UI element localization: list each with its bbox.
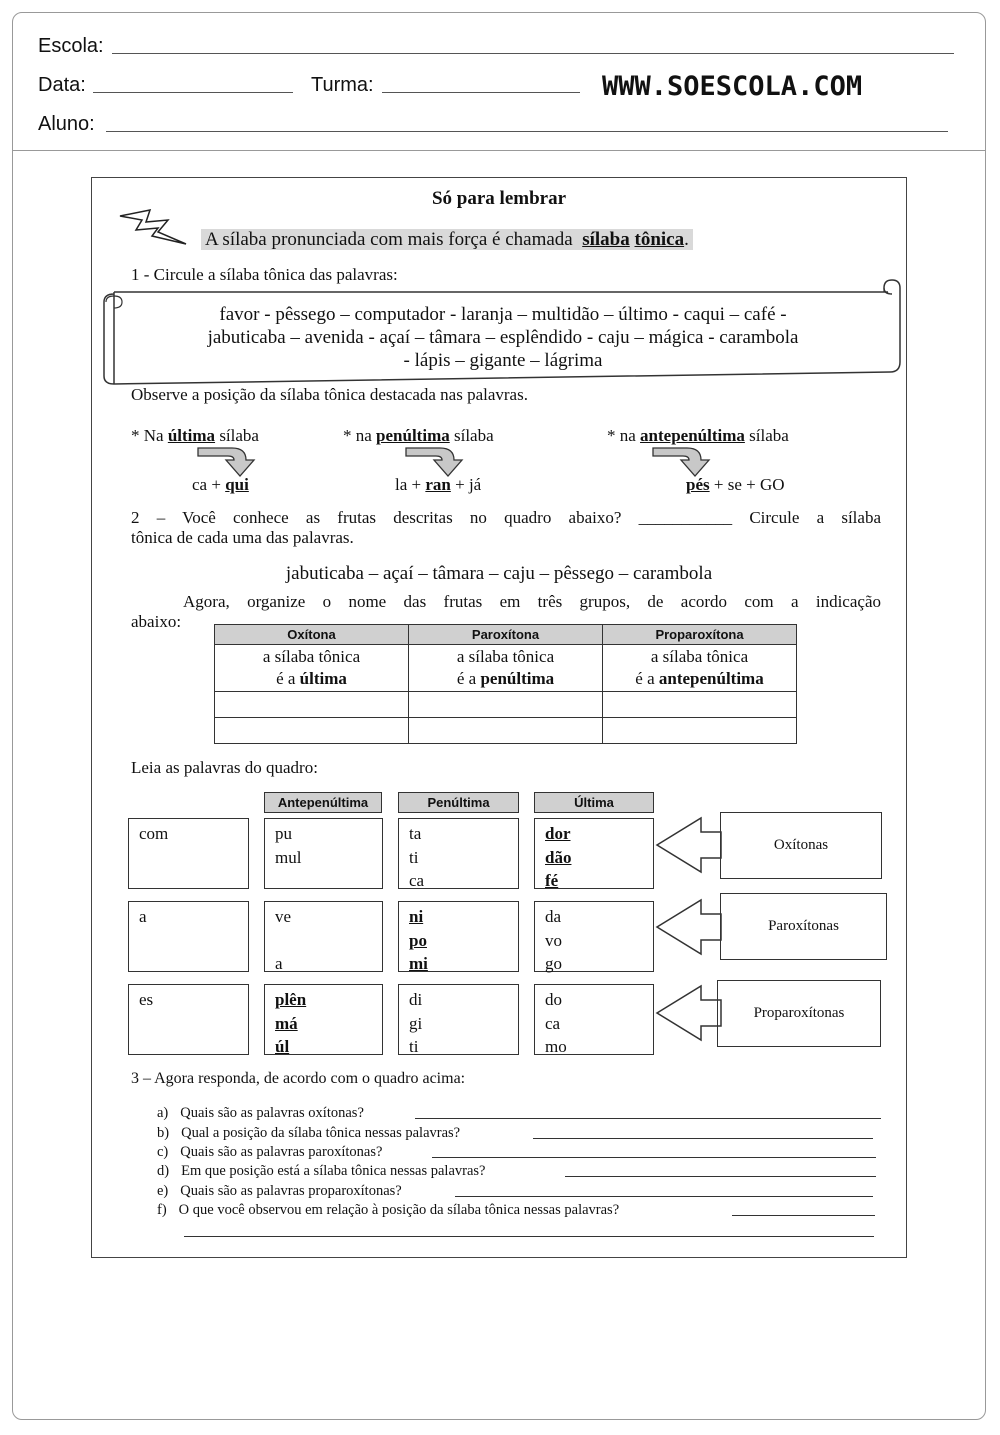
desc-line: a sílaba tônica [456, 647, 555, 666]
answer-line-f-2[interactable] [184, 1236, 874, 1237]
escola-label: Escola: [38, 35, 104, 57]
word-list-line-2: jabuticaba – avenida - açaí – tâmara – esplêndido - caju – mágica - carambola [207, 327, 799, 348]
question-letter: c) [157, 1144, 169, 1160]
organize-line-1: Agora, organize o nome das frutas em três grupos, de acordo com a indicação [183, 592, 881, 611]
desc-line [409, 668, 602, 690]
desc-bold: penúltima [480, 669, 555, 688]
syllable: mo [545, 1037, 567, 1056]
syllable-box [264, 984, 383, 1055]
position-prefix: * na [607, 426, 636, 445]
position-suffix: sílaba [453, 426, 494, 445]
question-2-line-2: tônica de cada uma das palavras. [131, 528, 354, 547]
reminder-highlight [201, 229, 693, 250]
syllable: es [139, 990, 154, 1009]
header-antepenultima: Antepenúltima [264, 792, 382, 813]
tonic-syllable: dão [545, 847, 572, 867]
answer-line-f[interactable] [732, 1215, 875, 1216]
question-text: Qual a posição da sílaba tônica nessas palavras? [181, 1125, 461, 1141]
example-pre: la + [395, 475, 422, 494]
aluno-field[interactable] [106, 131, 948, 132]
read-text: Leia as palavras do quadro: [131, 758, 318, 777]
answer-line-e[interactable] [455, 1196, 873, 1197]
reminder-term-silaba: sílaba [582, 229, 630, 250]
desc-prefix: é a [635, 669, 655, 688]
example-tonic: qui [225, 475, 249, 494]
syllable-box [534, 901, 654, 972]
answer-line-a[interactable] [415, 1118, 881, 1119]
question-letter: d) [157, 1163, 170, 1179]
syllable-box [398, 818, 519, 889]
curved-arrow-icon [404, 444, 468, 478]
header-penultima: Penúltima [398, 792, 519, 813]
question-letter: a) [157, 1105, 169, 1121]
question-text: Em que posição está a sílaba tônica nessas palavras? [181, 1163, 486, 1179]
syllable-box [128, 901, 249, 972]
position-prefix: * na [343, 426, 372, 445]
answer-cell[interactable] [409, 718, 603, 744]
example-laranja [395, 475, 481, 495]
syllable-box [264, 901, 383, 972]
desc-line: a sílaba tônica [262, 647, 361, 666]
curved-arrow-icon [196, 444, 260, 478]
desc-paroxitona [409, 645, 603, 692]
question-b [157, 1125, 460, 1142]
syllable: ca [409, 871, 425, 890]
question-text: Quais são as palavras paroxítonas? [180, 1144, 383, 1160]
question-2 [131, 508, 881, 548]
answer-cell[interactable] [603, 718, 797, 744]
observe-text: Observe a posição da sílaba tônica destacada nas palavras. [131, 385, 528, 404]
worksheet-title: Só para lembrar [431, 188, 567, 209]
question-c [157, 1144, 382, 1161]
answer-cell[interactable] [215, 692, 409, 718]
reminder-prefix: A sílaba pronunciada com mais força é chamada [205, 229, 573, 250]
syllable: gi [409, 1013, 423, 1033]
syllable: ta [409, 824, 422, 843]
question-3: 3 – Agora responda, de acordo com o quadro acima: [131, 1070, 466, 1087]
answer-line-b[interactable] [533, 1138, 873, 1139]
example-post: + se + GO [713, 475, 785, 494]
syllable: a [275, 954, 283, 973]
syllable-box [534, 984, 654, 1055]
tonic-syllable: úl [275, 1037, 290, 1056]
syllable: vo [545, 930, 562, 950]
data-label: Data: [38, 74, 86, 96]
syllable: mul [275, 847, 302, 867]
syllable: ca [545, 1013, 561, 1033]
turma-label: Turma: [311, 74, 374, 96]
question-f [157, 1202, 619, 1219]
answer-cell[interactable] [603, 692, 797, 718]
syllable-box [398, 901, 519, 972]
syllable-box [398, 984, 519, 1055]
syllable: a [139, 907, 147, 926]
desc-proparoxitona [603, 645, 797, 692]
position-ultima [131, 426, 259, 446]
syllable: da [545, 907, 562, 926]
turma-field[interactable] [382, 92, 580, 93]
data-field[interactable] [93, 92, 293, 93]
desc-line [215, 668, 408, 690]
syllable: di [409, 990, 423, 1009]
desc-bold: antepenúltima [658, 669, 764, 688]
syllable: ti [409, 847, 419, 867]
site-logo: WWW.SOESCOLA.COM [602, 71, 863, 102]
position-suffix: sílaba [219, 426, 259, 445]
header-proparoxitona: Proparoxítona [603, 625, 797, 645]
question-letter: b) [157, 1125, 170, 1141]
desc-prefix: é a [456, 669, 477, 688]
syllable: com [139, 824, 169, 843]
tonic-syllable: plên [275, 990, 307, 1009]
syllable-box [534, 818, 654, 889]
tonic-syllable: dor [545, 824, 571, 843]
position-term: penúltima [376, 426, 450, 445]
question-d [157, 1163, 485, 1180]
desc-line: a sílaba tônica [650, 647, 749, 666]
question-letter: f) [157, 1202, 167, 1218]
tonic-syllable: po [409, 930, 427, 950]
left-arrow-icon [655, 896, 723, 958]
reminder-term-tonica: tônica [634, 229, 685, 250]
position-term: antepenúltima [640, 426, 745, 445]
fruit-list: jabuticaba – açaí – tâmara – caju – pêssego – carambola [285, 563, 713, 584]
example-pre: ca + [192, 475, 221, 494]
desc-oxitona [215, 645, 409, 692]
header-oxitona: Oxítona [215, 625, 409, 645]
example-post: + já [455, 475, 482, 494]
question-e [157, 1183, 402, 1200]
question-a [157, 1105, 364, 1122]
question-2-line-1: 2 – Você conhece as frutas descritas no quadro abaixo? ___________ Circule a sílaba [131, 508, 881, 527]
syllable-box [264, 818, 383, 889]
position-penultima [343, 426, 494, 446]
desc-line [603, 668, 796, 690]
fruit-groups-table [214, 624, 797, 744]
position-prefix: * Na [131, 426, 164, 445]
reminder-sentence [201, 229, 693, 251]
syllable-box [128, 984, 249, 1055]
desc-prefix: é a [276, 669, 296, 688]
reminder-suffix: . [684, 229, 689, 250]
tonic-syllable: má [275, 1013, 298, 1033]
answer-cell[interactable] [409, 692, 603, 718]
lightning-icon [118, 208, 190, 248]
question-text: Quais são as palavras oxítonas? [180, 1105, 364, 1121]
header-ultima: Última [534, 792, 654, 813]
question-letter: e) [157, 1183, 169, 1199]
example-pessego [686, 475, 785, 495]
example-tonic: pés [686, 475, 710, 494]
syllable [275, 929, 372, 953]
tonic-syllable: ni [409, 907, 424, 926]
aluno-label: Aluno: [38, 113, 95, 135]
label-oxitonas: Oxítonas [720, 812, 882, 879]
syllable-box [128, 818, 249, 889]
syllable: do [545, 990, 562, 1009]
question-1: 1 - Circule a sílaba tônica das palavras: [131, 265, 398, 284]
word-list [108, 303, 898, 372]
syllable: ti [409, 1037, 419, 1056]
desc-bold: última [299, 669, 347, 688]
syllable: go [545, 954, 562, 973]
escola-field[interactable] [112, 53, 954, 54]
answer-line-d[interactable] [565, 1176, 876, 1177]
example-caqui [192, 475, 249, 495]
syllable: ve [275, 907, 292, 926]
word-list-line-1: favor - pêssego – computador - laranja – multidão – último - caqui – café - [219, 304, 787, 325]
question-text: O que você observou em relação à posição da sílaba tônica nessas palavras? [178, 1202, 620, 1218]
tonic-syllable: fé [545, 871, 559, 890]
left-arrow-icon [655, 982, 723, 1044]
header-divider [13, 150, 985, 151]
word-list-line-3: - lápis – gigante – lágrima [403, 350, 603, 371]
answer-line-c[interactable] [432, 1157, 876, 1158]
position-suffix: sílaba [749, 426, 789, 445]
organize-line-2: abaixo: [131, 612, 182, 631]
example-tonic: ran [425, 475, 451, 494]
label-proparoxitonas: Proparoxítonas [717, 980, 881, 1047]
answer-cell[interactable] [215, 718, 409, 744]
header-paroxitona: Paroxítona [409, 625, 603, 645]
position-term: última [167, 426, 216, 445]
left-arrow-icon [655, 814, 723, 876]
position-antepenultima [607, 426, 789, 446]
curved-arrow-icon [651, 444, 715, 478]
syllable: pu [275, 824, 292, 843]
question-text: Quais são as palavras proparoxítonas? [180, 1183, 402, 1199]
tonic-syllable: mi [409, 954, 428, 973]
label-paroxitonas: Paroxítonas [720, 893, 887, 960]
